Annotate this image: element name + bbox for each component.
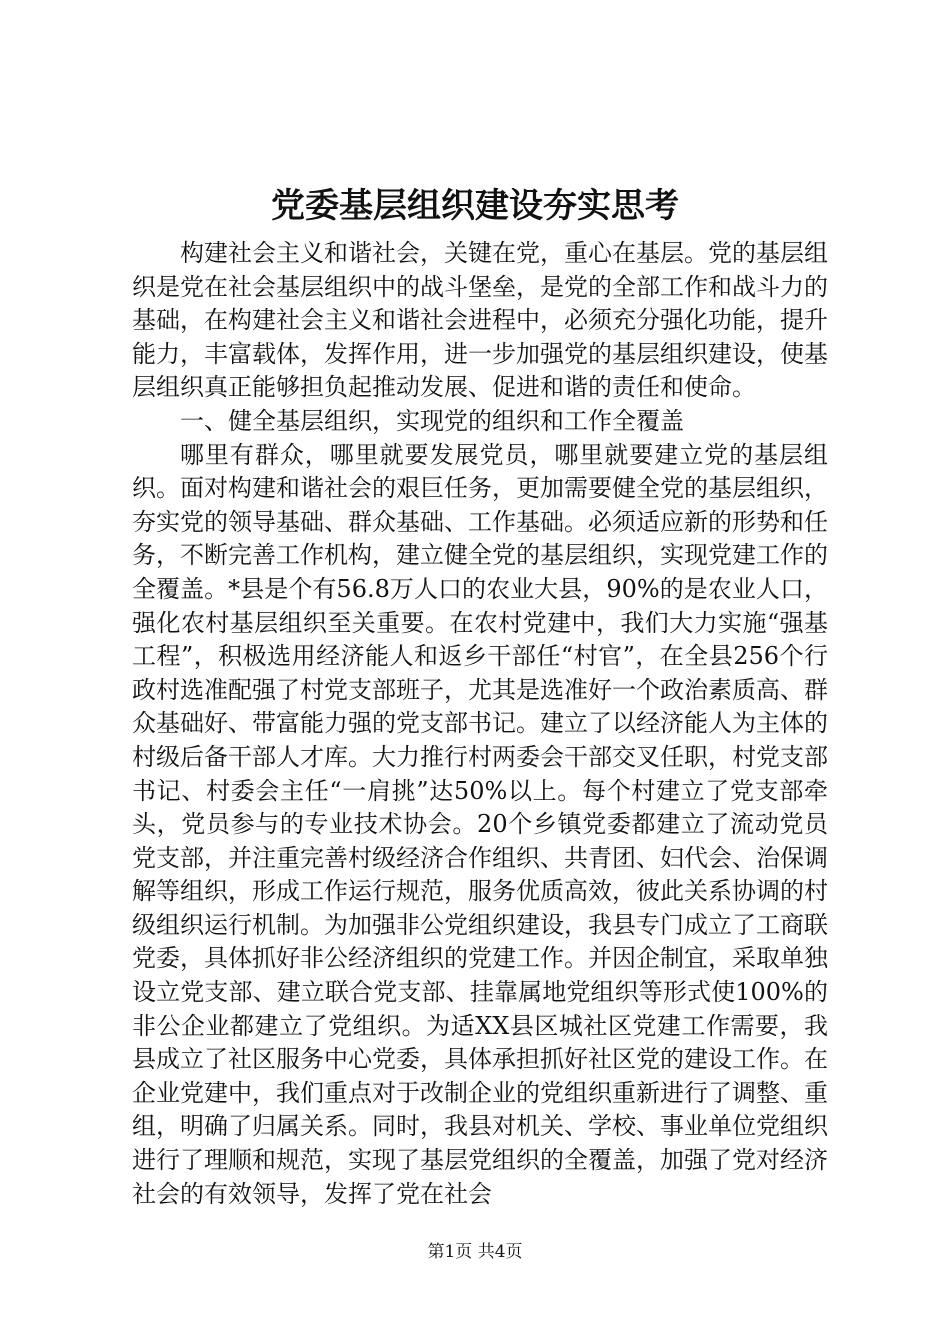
page-footer: 第1页 共4页 (427, 1242, 523, 1262)
document-body (132, 237, 828, 1211)
document-title: 党委基层组织建设夯实思考 (271, 186, 679, 226)
intro-paragraph: 构建社会主义和谐社会，关键在党，重心在基层。党的基层组织是党在社会基层组织中的战斗堡垒，是党的全部工作和战斗力的基础，在构建社会主义和谐社会进程中，必须充分强化功能，提升能力，丰富载体，发挥作用，进一步加强党的基层组织建设，使基层组织真正能够担负起推动发展、促进和谐的责任和使命。 (132, 239, 828, 402)
section-paragraph: 哪里有群众，哪里就要发展党员，哪里就要建立党的基层组织。面对构建和谐社会的艰巨任务，更加需要健全党的基层组织，夯实党的领导基础、群众基础、工作基础。必须适应新的形势和任务，不断完善工作机构，建立健全党的基层组织，实现党建工作的全覆盖。*县是个有56.8万人口的农业大县，90%的是农业人口，强化农村基层组织至关重要。在农村党建中，我们大力实施“强基工程”，积极选用经济能人和返乡干部任“村官”，在全县256个行政村选准配强了村党支部班子，尤其是选准好一个政治素质高、群众基础好、带富能力强的党支部书记。建立了以经济能人为主体的村级后备干部人才库。大力推行村两委会干部交叉任职，村党支部书记、村委会主任“一肩挑”达50%以上。每个村建立了党支部牵头，党员参与的专业技术协会。20个乡镇党委都建立了流动党员党支部，并注重完善村级经济合作组织、共青团、妇代会、治保调解等组织，形成工作运行规范，服务优质高效，彼此关系协调的村级组织运行机制。为加强非公党组织建设，我县专门成立了工商联党委，具体抓好非公经济组织的党建工作。并因企制宜，采取单独设立党支部、建立联合党支部、挂靠属地党组织等形式使100%的非公企业都建立了党组织。为适XX县区城社区党建工作需要，我县成立了社区服务中心党委，具体承担抓好社区党的建设工作。在企业党建中，我们重点对于改制企业的党组织重新进行了调整、重组，明确了归属关系。同时，我县对机关、学校、事业单位党组织进行了理顺和规范，实现了基层党组织的全覆盖，加强了党对经济社会的有效领导，发挥了党在社会 (132, 440, 828, 1208)
section-heading: 一、健全基层组织，实现党的组织和工作全覆盖 (180, 406, 684, 435)
